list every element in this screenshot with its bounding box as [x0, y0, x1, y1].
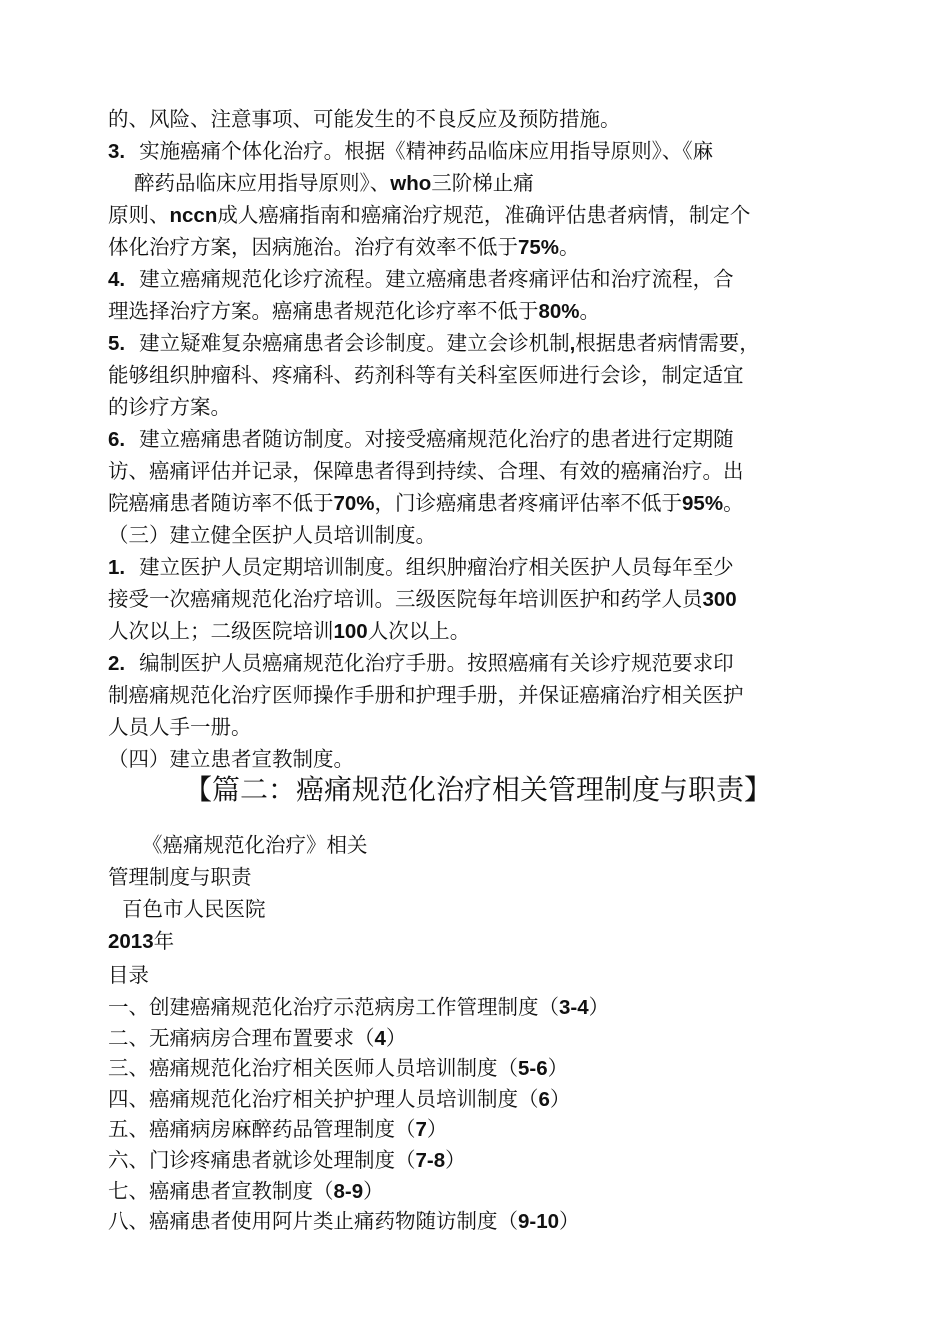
toc-item-close: ） [588, 995, 610, 1019]
text: 建立医护人员定期培训制度。组织肿瘤治疗相关医护人员每年至少 [139, 555, 734, 579]
cover-title-line-1 [142, 830, 368, 860]
toc-item-label: 五、癌痛病房麻醉药品管理制度（ [108, 1117, 416, 1142]
toc-item-pages: 4 [374, 1026, 386, 1050]
list-item-2 [108, 648, 734, 678]
item-number: 3. [108, 140, 126, 163]
list-item-1 [108, 552, 734, 582]
text: 访、癌痛评估并记录，保障患者得到持续、合理、有效的癌痛治疗。出 [108, 459, 744, 483]
toc-item-pages: 7-8 [415, 1149, 446, 1172]
toc-item [108, 1206, 580, 1237]
paragraph-line [108, 296, 600, 326]
text: 建立癌痛患者随访制度。对接受癌痛规范化治疗的患者进行定期随 [139, 427, 734, 451]
text: 。 [579, 299, 601, 323]
text: 原则、 [108, 203, 170, 227]
toc-item-label: 三、癌痛规范化治疗相关医师人员培训制度（ [108, 1056, 518, 1081]
text: 目录 [108, 963, 149, 987]
toc-item [108, 992, 609, 1023]
toc-item-close: ） [547, 1056, 569, 1081]
toc-item [108, 1084, 570, 1115]
toc-item-pages: 8-9 [333, 1179, 364, 1203]
text: 管理制度与职责 [108, 865, 252, 889]
paragraph-line [108, 392, 231, 422]
toc-item [108, 1176, 384, 1207]
percent-value: 75% [518, 236, 560, 259]
text: 院癌痛患者随访率不低于 [108, 491, 334, 515]
toc-item-label: 二、无痛病房合理布置要求（ [108, 1025, 375, 1050]
percent-value: 80% [538, 300, 580, 323]
paragraph-line [108, 680, 744, 710]
text: 。 [723, 491, 744, 515]
count-value: 300 [702, 588, 737, 611]
toc-item-label: 一、创建癌痛规范化治疗示范病房工作管理制度（ [108, 995, 559, 1019]
text: 体化治疗方案，因病施治。治疗有效率不低于 [108, 235, 518, 259]
toc-item-label: 七、癌痛患者宣教制度（ [108, 1178, 334, 1203]
text: （四）建立患者宣教制度。 [108, 747, 354, 771]
toc-item [108, 1145, 466, 1176]
toc-item [108, 1023, 406, 1054]
toc-heading [108, 960, 149, 990]
text: 人次以上。 [367, 619, 471, 643]
item-number: 2. [108, 652, 126, 675]
count-value: 100 [333, 620, 368, 643]
percent-value: 95% [682, 492, 724, 515]
item-number: 4. [108, 268, 126, 291]
paragraph-line [134, 168, 534, 198]
toc-item-close: ） [445, 1148, 466, 1172]
text: 的诊疗方案。 [108, 395, 231, 419]
paragraph-line [108, 200, 750, 230]
text: 的、风险、注意事项、可能发生的不良反应及预防措施。 [108, 107, 621, 131]
section-title: 【篇二：癌痛规范化治疗相关管理制度与职责】 [183, 773, 772, 806]
toc-item-label: 八、癌痛患者使用阿片类止痛药物随访制度（ [108, 1209, 518, 1234]
item-number: 5. [108, 332, 126, 355]
toc-item-pages: 5-6 [518, 1057, 548, 1081]
paragraph-line [108, 104, 621, 134]
list-item-3 [108, 136, 713, 166]
text: （三）建立健全医护人员培训制度。 [108, 523, 436, 547]
text: 能够组织肿瘤科、疼痛科、药剂科等有关科室医师进行会诊，制定适宜 [108, 363, 744, 387]
list-item-4 [108, 264, 734, 294]
text: 《癌痛规范化治疗》相关 [142, 833, 368, 857]
text: 百色市人民医院 [122, 897, 266, 921]
text: 建立癌痛规范化诊疗流程。建立癌痛患者疼痛评估和治疗流程，合 [139, 267, 734, 291]
paragraph-line [108, 360, 744, 390]
cover-title-line-2 [108, 862, 252, 892]
list-item-5 [108, 328, 760, 358]
toc-item-close: ） [385, 1025, 407, 1050]
text: 接受一次癌痛规范化治疗培训。三级医院每年培训医护和药学人员 [108, 587, 703, 611]
text: 理选择治疗方案。癌痛患者规范化诊疗率不低于 [108, 299, 539, 323]
toc-item-label: 四、癌痛规范化治疗相关护护理人员培训制度（ [108, 1086, 539, 1111]
item-number: 1. [108, 556, 126, 579]
text-nccn: nccn [169, 204, 218, 227]
paragraph-line [108, 616, 470, 646]
toc-item-pages: 6 [538, 1087, 550, 1111]
year-number: 2013 [108, 930, 154, 953]
list-item-6 [108, 424, 734, 454]
toc-item-close: ） [363, 1178, 384, 1203]
cover-year [108, 926, 174, 956]
text-who: who [390, 172, 432, 195]
text: 三阶梯止痛 [431, 171, 534, 195]
hospital-name [122, 894, 266, 924]
item-number: 6. [108, 428, 126, 451]
text: 编制医护人员癌痛规范化治疗手册。按照癌痛有关诊疗规范要求印 [139, 651, 734, 675]
paragraph-line [108, 712, 252, 742]
paragraph-line [108, 584, 737, 614]
subsection-heading [108, 520, 436, 550]
toc-item-close: ） [549, 1086, 571, 1111]
text: 建立疑难复杂癌痛患者会诊制度。建立会诊机制 [139, 331, 570, 355]
text: ，门诊癌痛患者疼痛评估率不低于 [374, 491, 683, 515]
text: 人员人手一册。 [108, 715, 252, 739]
text: 人次以上；二级医院培训 [108, 619, 334, 643]
toc-item-close: ） [559, 1209, 580, 1234]
text: 年 [153, 929, 175, 953]
toc-item [108, 1114, 447, 1145]
percent-value: 70% [333, 492, 375, 515]
toc-item-pages: 9-10 [518, 1210, 560, 1234]
text: 制癌痛规范化治疗医师操作手册和护理手册，并保证癌痛治疗相关医护 [108, 683, 744, 707]
text: 根据患者病情需要， [575, 331, 760, 355]
paragraph-line [108, 232, 580, 262]
toc-item-pages: 3-4 [559, 996, 589, 1019]
text: 成人癌痛指南和癌痛治疗规范，准确评估患者病情，制定个 [217, 203, 751, 227]
toc-item-close: ） [426, 1117, 448, 1142]
toc-item-label: 六、门诊疼痛患者就诊处理制度（ [108, 1148, 416, 1172]
text: 。 [559, 235, 580, 259]
text: , [569, 332, 576, 355]
paragraph-line [108, 488, 744, 518]
toc-item [108, 1053, 568, 1084]
paragraph-line [108, 456, 744, 486]
text: 醉药品临床应用指导原则》、 [134, 171, 391, 195]
text: 实施癌痛个体化治疗。根据《精神药品临床应用指导原则》、《麻 [139, 139, 714, 163]
toc-item-pages: 7 [415, 1118, 427, 1142]
